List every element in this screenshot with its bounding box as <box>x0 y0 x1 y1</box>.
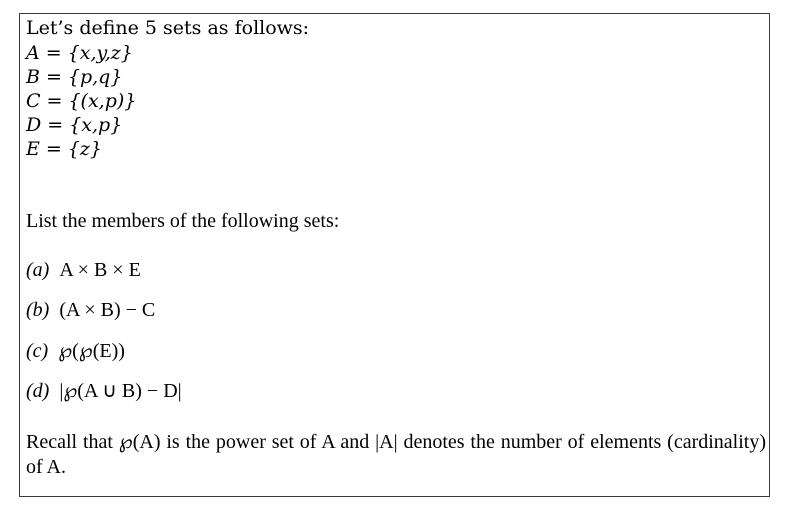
set-value: {x,p} <box>69 114 123 136</box>
part-label: (d) <box>26 380 50 402</box>
equals-sign: = <box>45 42 62 64</box>
equals-sign: = <box>47 114 64 136</box>
set-name: D <box>26 114 42 136</box>
set-name: C <box>26 90 41 112</box>
set-definition-c <box>26 92 136 111</box>
set-value: {(x,p)} <box>68 90 137 112</box>
part-b <box>26 300 155 320</box>
set-definition-e <box>26 140 102 159</box>
part-label: (a) <box>26 259 50 281</box>
part-expression: ℘(℘(E)) <box>58 340 125 362</box>
set-definition-d <box>26 116 122 135</box>
instruction-text: List the members of the following sets: <box>26 210 340 232</box>
set-definition-a <box>26 44 133 63</box>
equals-sign: = <box>46 90 63 112</box>
problem-frame <box>19 13 770 497</box>
part-a <box>26 260 141 280</box>
set-value: {p,q} <box>67 66 123 88</box>
part-expression: A × B × E <box>59 259 141 281</box>
set-value: {z} <box>67 138 102 160</box>
set-value: {x,y,z} <box>67 42 133 64</box>
part-expression: |℘(A ∪ B) − D| <box>59 380 182 402</box>
set-definition-b <box>26 68 122 87</box>
equals-sign: = <box>45 138 62 160</box>
part-d <box>26 381 182 401</box>
part-c <box>26 341 125 361</box>
part-label: (b) <box>26 299 50 321</box>
part-label: (c) <box>26 340 49 362</box>
equals-sign: = <box>45 66 62 88</box>
intro-text: Let’s define 5 sets as follows: <box>26 17 310 39</box>
power-set-note: Recall that ℘(A) is the power set of A and |A| denotes the number of elements (cardinality) of A. <box>26 431 766 478</box>
part-expression: (A × B) − C <box>59 299 156 321</box>
set-name: B <box>26 66 40 88</box>
set-name: E <box>26 138 40 160</box>
set-name: A <box>26 42 40 64</box>
